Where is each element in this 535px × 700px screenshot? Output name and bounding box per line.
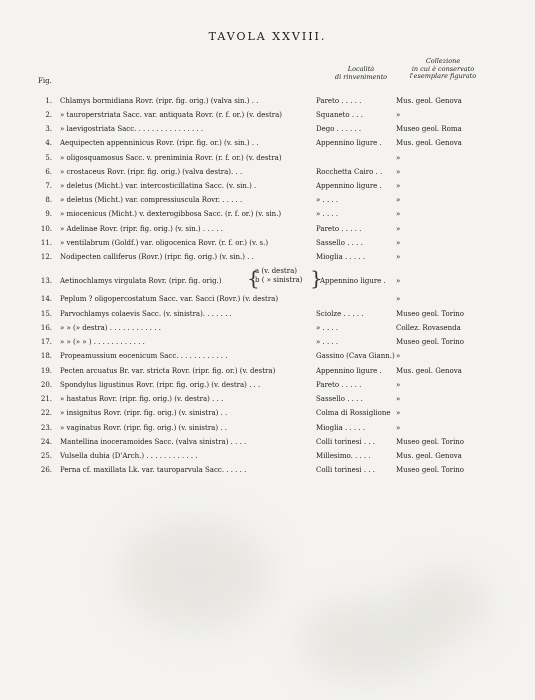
- collezione-header-line: in cui è conservato: [411, 64, 475, 73]
- species-name: » tauroperstriata Sacc. var. antiquata Rovr. (r. f. or.) (v. destra): [60, 111, 283, 119]
- fig-number: 21.: [40, 395, 52, 403]
- variant-a: a (v. destra): [255, 267, 297, 275]
- collection: »: [396, 352, 401, 360]
- species-name: Parvochlamys colaevis Sacc. (v. sinistra). . . . . . .: [60, 310, 232, 318]
- collection: Collez. Rovasenda: [396, 324, 461, 332]
- locality: » . . . .: [316, 196, 339, 204]
- locality: Gassino (Cava Giann.): [316, 352, 395, 360]
- locality: Appennino ligure .: [316, 367, 382, 375]
- species-name: Spondylus ligustinus Rovr. (ripr. fig. orig.) (v. destra) . . .: [60, 381, 261, 389]
- table-row: [0, 96, 535, 106]
- locality: Sassello . . . .: [316, 395, 363, 403]
- fig-number: 20.: [40, 381, 52, 389]
- locality: Pareto . . . . .: [316, 381, 362, 389]
- paper-stain: [400, 570, 490, 640]
- fig-number: 3.: [45, 125, 52, 133]
- right-brace: }: [310, 266, 323, 290]
- collection: »: [396, 154, 401, 162]
- fig-number: 4.: [45, 139, 52, 147]
- fig-number: 6.: [45, 168, 52, 176]
- table-row: [0, 337, 535, 347]
- table-row: [0, 138, 535, 148]
- table-row: [0, 451, 535, 461]
- localita-column-header: [326, 66, 396, 81]
- table-row: [0, 423, 535, 433]
- table-row: [0, 294, 535, 304]
- locality: Mioglia . . . . .: [316, 424, 366, 432]
- variant-list: [255, 267, 302, 285]
- locality: » . . . .: [316, 210, 339, 218]
- table-row: [0, 195, 535, 205]
- locality: Dego . . . . . .: [316, 125, 362, 133]
- species-name: Aequipecten appenninicus Rovr. (ripr. fig. or.) (v. sin.) . .: [60, 139, 259, 147]
- species-name: Aetinochlamys virgulata Rovr. (ripr. fig. orig.): [60, 277, 222, 285]
- fig-number: 26.: [40, 466, 52, 474]
- locality: » . . . .: [316, 338, 339, 346]
- collection: Mus. geol. Genova: [396, 97, 462, 105]
- table-row: [0, 209, 535, 219]
- fig-number: 10.: [40, 225, 52, 233]
- collection: Museo geol. Torino: [396, 338, 465, 346]
- species-name: » oligosquamosus Sacc. v. preniminia Rovr. (r. f. or.) (v. destra): [60, 154, 282, 162]
- table-row: [0, 110, 535, 120]
- collection: Museo geol. Torino: [396, 466, 465, 474]
- fig-number: 23.: [40, 424, 52, 432]
- locality: Appennino ligure .: [320, 277, 386, 285]
- collection: »: [396, 381, 401, 389]
- species-name: » crostaceus Rovr. (ripr. fig. orig.) (valva destra). . .: [60, 168, 243, 176]
- page-title: TAVOLA XXVIII.: [208, 30, 327, 43]
- fig-number: 18.: [40, 352, 52, 360]
- species-name: » miocenicus (Micht.) v. dexterogibbosa Sacc. (r. f. or.) (v. sin.): [60, 210, 282, 218]
- fig-number: 16.: [40, 324, 52, 332]
- collection: Museo geol. Torino: [396, 438, 465, 446]
- fig-number: 8.: [45, 196, 52, 204]
- fig-number: 5.: [45, 154, 52, 162]
- locality: Millesimo. . . . .: [316, 452, 371, 460]
- fig-number: 2.: [45, 111, 52, 119]
- fig-number: 9.: [45, 210, 52, 218]
- collection: »: [396, 395, 401, 403]
- variant-b: b ( » sinistra): [255, 276, 303, 284]
- locality: Pareto . . . . .: [316, 225, 362, 233]
- collection: »: [396, 111, 401, 119]
- locality: Squaneto . . .: [316, 111, 363, 119]
- species-name: Perna cf. maxillata Lk. var. tauroparvula Sacc. . . . . .: [60, 466, 247, 474]
- table-row: [0, 224, 535, 234]
- table-row: [0, 366, 535, 376]
- species-name: » ventilabrum (Goldf.) var. oligocenica Rovr. (r. f. or.) (v. s.): [60, 239, 269, 247]
- collezione-header-line: l'esemplare figurato: [409, 72, 477, 80]
- species-name: » laevigostriata Sacc. . . . . . . . . . . . . . . .: [60, 125, 204, 133]
- collection: »: [396, 424, 401, 432]
- species-name: Nodipecten calliferus (Rovr.) (ripr. fig. orig.) (v. sin.) . .: [60, 253, 254, 261]
- collection: »: [396, 409, 401, 417]
- collection: Mus. geol. Genova: [396, 139, 462, 147]
- locality: Mioglia . . . . .: [316, 253, 366, 261]
- fig-number: 12.: [40, 253, 52, 261]
- collection: »: [396, 225, 401, 233]
- table-row: [0, 323, 535, 333]
- species-name: Mantellina inoceramoides Sacc. (valva sinistra) . . . .: [60, 438, 247, 446]
- collection: »: [396, 210, 401, 218]
- collection: »: [396, 196, 401, 204]
- table-row: [0, 238, 535, 248]
- collection: Mus. geol. Genova: [396, 452, 462, 460]
- locality: Sciolze . . . . .: [316, 310, 364, 318]
- fig-number: 24.: [40, 438, 52, 446]
- table-row: [0, 309, 535, 319]
- locality: Sassello . . . .: [316, 239, 363, 247]
- collection: »: [396, 253, 401, 261]
- table-row: [0, 437, 535, 447]
- table-row: [0, 394, 535, 404]
- collezione-header-line: Collezione: [425, 57, 461, 65]
- collection: Museo geol. Roma: [396, 125, 462, 133]
- species-name: » deletus (Micht.) var. compressiuscula Rovr. . . . . .: [60, 196, 243, 204]
- species-name: » deletus (Micht.) var. intercosticillatina Sacc. (v. sin.) .: [60, 182, 257, 190]
- locality: Appennino ligure .: [316, 182, 382, 190]
- table-row: [0, 351, 535, 361]
- species-name: Vulsella dubia (D'Arch.) . . . . . . . . . . . .: [60, 452, 198, 460]
- species-name: » insignitus Rovr. (ripr. fig. orig.) (v. sinistra) . .: [60, 409, 228, 417]
- collection: »: [396, 168, 401, 176]
- species-name: Chlamys bormidiana Rovr. (ripr. fig. orig.) (valva sin.) . .: [60, 97, 259, 105]
- locality: Rocchetta Cairo . .: [316, 168, 383, 176]
- species-name: » » (» » ) . . . . . . . . . . . .: [60, 338, 145, 346]
- locality: Colli torinesi . . .: [316, 466, 375, 474]
- fig-number: 14.: [40, 295, 52, 303]
- collection: »: [396, 277, 401, 285]
- fig-number: 15.: [40, 310, 52, 318]
- species-name: » vaginatus Rovr. (ripr. fig. orig.) (v. sinistra) . .: [60, 424, 227, 432]
- table-row: [0, 124, 535, 134]
- species-name: » » (» destra) . . . . . . . . . . . .: [60, 324, 161, 332]
- collection: »: [396, 295, 401, 303]
- fig-number: 22.: [40, 409, 52, 417]
- fig-number: 11.: [40, 239, 52, 247]
- localita-header-line: Località: [347, 65, 375, 73]
- species-name: Propeamussium eocenicum Sacc. . . . . . . . . . . .: [60, 352, 228, 360]
- locality: Appennino ligure .: [316, 139, 382, 147]
- fig-number: 1.: [45, 97, 52, 105]
- collection: Mus. geol. Genova: [396, 367, 462, 375]
- localita-header-line: di rinvenimento: [334, 72, 388, 81]
- table-row: [0, 408, 535, 418]
- table-row: [0, 252, 535, 262]
- locality: Colma di Rossiglione: [316, 409, 391, 417]
- locality: » . . . .: [316, 324, 339, 332]
- fig-number: 19.: [40, 367, 52, 375]
- fig-number: 25.: [40, 452, 52, 460]
- table-row: [0, 465, 535, 475]
- locality: Colli torinesi . . .: [316, 438, 375, 446]
- fig-number: 7.: [45, 182, 52, 190]
- collection: »: [396, 182, 401, 190]
- species-name: » hastatus Rovr. (ripr. fig. orig.) (v. destra) . . .: [60, 395, 224, 403]
- fig-number: 17.: [40, 338, 52, 346]
- table-row: [0, 167, 535, 177]
- left-brace: {: [247, 266, 260, 290]
- species-name: » Adelinae Rovr. (ripr. fig. orig.) (v. sin.) . . . . .: [60, 225, 223, 233]
- collection: »: [396, 239, 401, 247]
- species-name: Pecten arcuatus Br. var. stricta Rovr. (ripr. fig. or.) (v. destra): [60, 367, 276, 375]
- paper-stain: [120, 520, 270, 630]
- fig-column-header: Fig.: [38, 77, 52, 85]
- table-row: [0, 153, 535, 163]
- fig-number: 13.: [40, 277, 52, 285]
- collection: Museo geol. Torino: [396, 310, 465, 318]
- collezione-column-header: [404, 58, 482, 81]
- species-name: Peplum ? oligopercostatum Sacc. var. Sacci (Rovr.) (v. destra): [60, 295, 279, 303]
- table-row: [0, 380, 535, 390]
- locality: Pareto . . . . .: [316, 97, 362, 105]
- table-row: [0, 181, 535, 191]
